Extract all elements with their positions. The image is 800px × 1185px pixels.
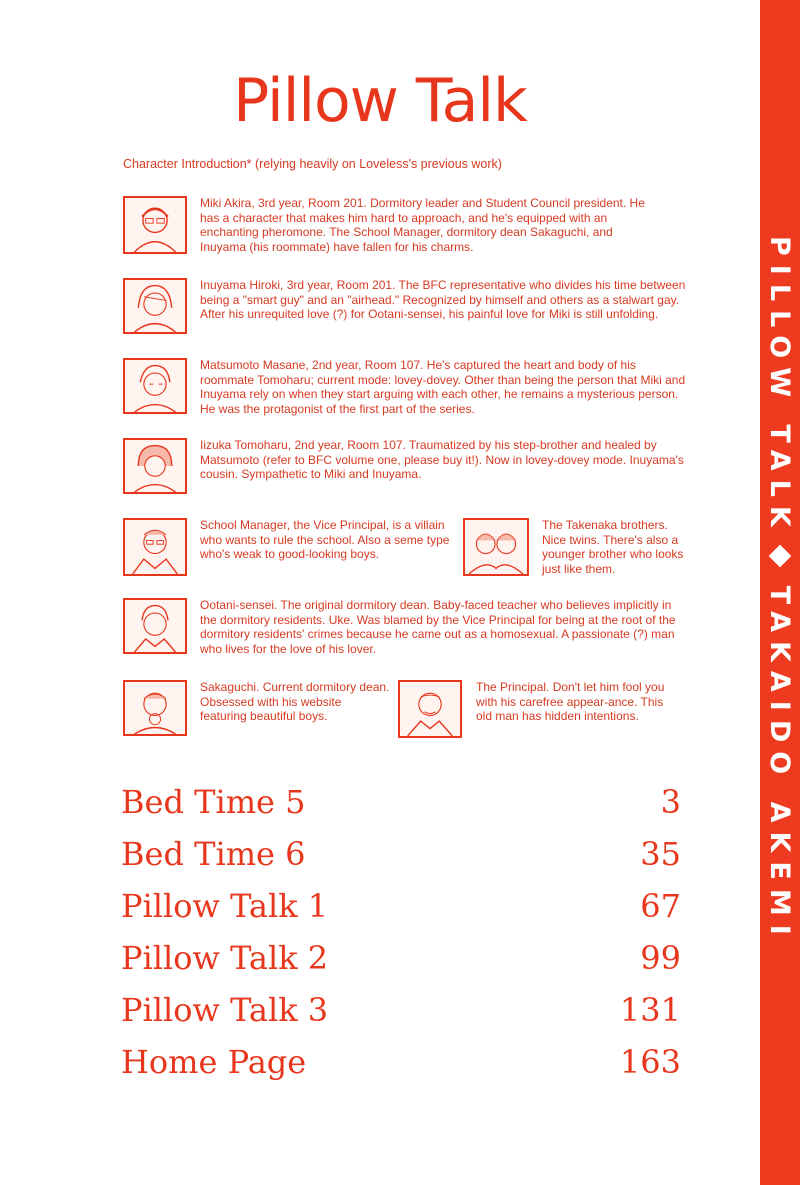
toc-label: Pillow Talk 3 xyxy=(121,991,329,1029)
toc-page-number: 131 xyxy=(619,991,681,1029)
toc-entry xyxy=(121,835,681,879)
character-description: Miki Akira, 3rd year, Room 201. Dormitory leader and Student Council president. He has a character that makes him hard to approach, and he's equipped with an enchanting pheromone. The School Manager, dormitory dean Sakaguchi, and Inuyama (his roommate) have fallen for his charms. xyxy=(200,196,645,254)
toc-label: Pillow Talk 1 xyxy=(121,887,329,925)
principal-portrait-icon xyxy=(398,680,462,738)
character-description: The Takenaka brothers. Nice twins. There's also a younger brother who looks just like them. xyxy=(542,518,684,576)
toc-page-number: 67 xyxy=(640,887,681,925)
spine-text xyxy=(760,0,800,1185)
spine-author: TAKAIDO AKEMI xyxy=(764,585,796,944)
toc-page-number: 99 xyxy=(640,939,681,977)
toc-page-number: 35 xyxy=(640,835,681,873)
toc-label: Bed Time 6 xyxy=(121,835,306,873)
iizuka-portrait-icon xyxy=(123,438,187,494)
toc-entry xyxy=(121,783,681,827)
toc-label: Pillow Talk 2 xyxy=(121,939,329,977)
character-description: Matsumoto Masane, 2nd year, Room 107. He's captured the heart and body of his roommate Tomoharu; current mode: lovey-dovey. Other than being the person that Miki and Inuyama rely on when they start arguing with each other, he remains a mysterious person. He was the protagonist of the first part of the series. xyxy=(200,358,686,416)
toc-entry xyxy=(121,939,681,983)
character-description: Ootani-sensei. The original dormitory dean. Baby-faced teacher who believes implicitly in the dormitory residents. Uke. Was blamed by the Vice Principal for being at the root of the dormitory residents' crimes because he came out as a homosexual. A passionate (?) man who lives for the love of his lover. xyxy=(200,598,676,656)
takenaka-brothers-portrait-icon xyxy=(463,518,529,576)
school-manager-portrait-icon xyxy=(123,518,187,576)
character-description: School Manager, the Vice Principal, is a villain who wants to rule the school. Also a seme type who's weak to good-looking boys. xyxy=(200,518,450,561)
character-description: The Principal. Don't let him fool you with his carefree appear-ance. This old man has hidden intentions. xyxy=(476,680,665,723)
intro-heading: Character Introduction* (relying heavily on Loveless's previous work) xyxy=(123,157,502,171)
toc-label: Bed Time 5 xyxy=(121,783,306,821)
sakaguchi-portrait-icon xyxy=(123,680,187,736)
character-description: Iizuka Tomoharu, 2nd year, Room 107. Traumatized by his step-brother and healed by Matsumoto (refer to BFC volume one, please buy it!). Now in lovey-dovey mode. Inuyama's cousin. Sympathetic to Miki and Inuyama. xyxy=(200,438,684,481)
toc-entry xyxy=(121,887,681,931)
toc-entry xyxy=(121,991,681,1035)
toc-label: Home Page xyxy=(121,1043,307,1081)
diamond-icon xyxy=(769,544,792,567)
miki-portrait-icon xyxy=(123,196,187,254)
toc-page-number: 163 xyxy=(619,1043,681,1081)
spine-title: PILLOW TALK xyxy=(764,236,796,536)
matsumoto-portrait-icon xyxy=(123,358,187,414)
spine-band xyxy=(760,0,800,1185)
inuyama-portrait-icon xyxy=(123,278,187,334)
toc-page-number: 3 xyxy=(660,783,681,821)
character-description: Sakaguchi. Current dormitory dean. Obsessed with his website featuring beautiful boys. xyxy=(200,680,390,723)
page-title: Pillow Talk xyxy=(233,66,527,136)
toc-entry xyxy=(121,1043,681,1087)
ootani-portrait-icon xyxy=(123,598,187,654)
character-description: Inuyama Hiroki, 3rd year, Room 201. The BFC representative who divides his time between being a "smart guy" and an "airhead." Recognized by himself and others as a stalwart gay. After his unrequited love (?) for Ootani-sensei, his painful love for Miki is still unfolding. xyxy=(200,278,686,321)
